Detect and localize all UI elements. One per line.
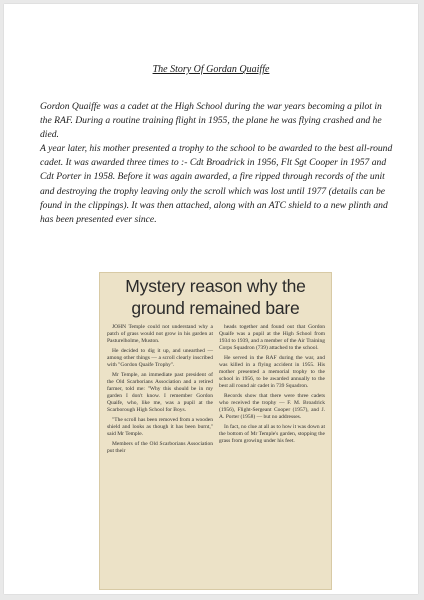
clipping-paragraph: heads together and found out that Gordon Quaife was a pupil at the High School from 1934 to 1939, and a member of the Air Training Corps Squadron (739) attached to the school.: [219, 324, 325, 351]
clipping-paragraph: Members of the Old Scarborians Association put their: [107, 441, 213, 454]
clipping-paragraph: In fact, no clue at all as to how it was down at the bottom of Mr Temple's garden, stopping the grass from growing under his feet.: [219, 424, 325, 444]
clipping-left-column: [107, 324, 213, 458]
document-page: [4, 4, 418, 594]
intro-paragraph: Gordon Quaiffe was a cadet at the High School during the war years becoming a pilot in the RAF. During a routine training flight in 1955, the plane he was flying crashed and he died.: [40, 101, 382, 141]
clipping-paragraph: He served in the RAF during the war, and was killed in a flying accident in 1955. His mother presented a memorial trophy to the school in 1956, to be awarded annually to the best all round air cadet in 739 Squadron.: [219, 355, 325, 389]
intro-paragraph: A year later, his mother presented a trophy to the school to be awarded to the best all-round cadet. It was awarded three times to :- Cdt Broadrick in 1956, Flt Sgt Cooper in 1957 and Cdt Porter in 1958. Before it was again awarded, a fire ripped through records of the unit and destroying the trophy leaving only the scroll which was lost until 1977 (details can be found in the clippings). It was then attached, along with an ATC shield to a new plinth and has been presented ever since.: [40, 143, 393, 225]
clipping-paragraph: Records show that there were three cadets who received the trophy — F. M. Broadrick (1956), Flight-Sergeant Cooper (1957), and J. A. Porter (1958) — but no addresses.: [219, 393, 325, 420]
clipping-right-column: [219, 324, 325, 448]
newspaper-clipping: [99, 272, 332, 590]
clipping-paragraph: JOHN Temple could not understand why a patch of grass would not grow in his garden at Pasturelholme, Muston.: [107, 324, 213, 344]
intro-text: [40, 100, 395, 227]
clipping-headline: Mystery reason why the ground remained bare: [125, 276, 306, 318]
clipping-paragraph: Mr Temple, an immediate past president of the Old Scarborians Association and a retired farmer, told me: "Why this should be in my garden I don't know. I remember Gordon Quaife, who, like me, was a pupil at the Scarborough High School for Boys.: [107, 372, 213, 413]
clipping-paragraph: "The scroll has been removed from a wooden shield and looks as though it has been burnt," said Mr Temple.: [107, 417, 213, 437]
clipping-paragraph: He decided to dig it up, and unearthed — among other things — a scroll clearly inscribed with "Gordon Quaife Trophy".: [107, 348, 213, 368]
page-title: The Story Of Gordan Quaiffe: [152, 64, 270, 75]
